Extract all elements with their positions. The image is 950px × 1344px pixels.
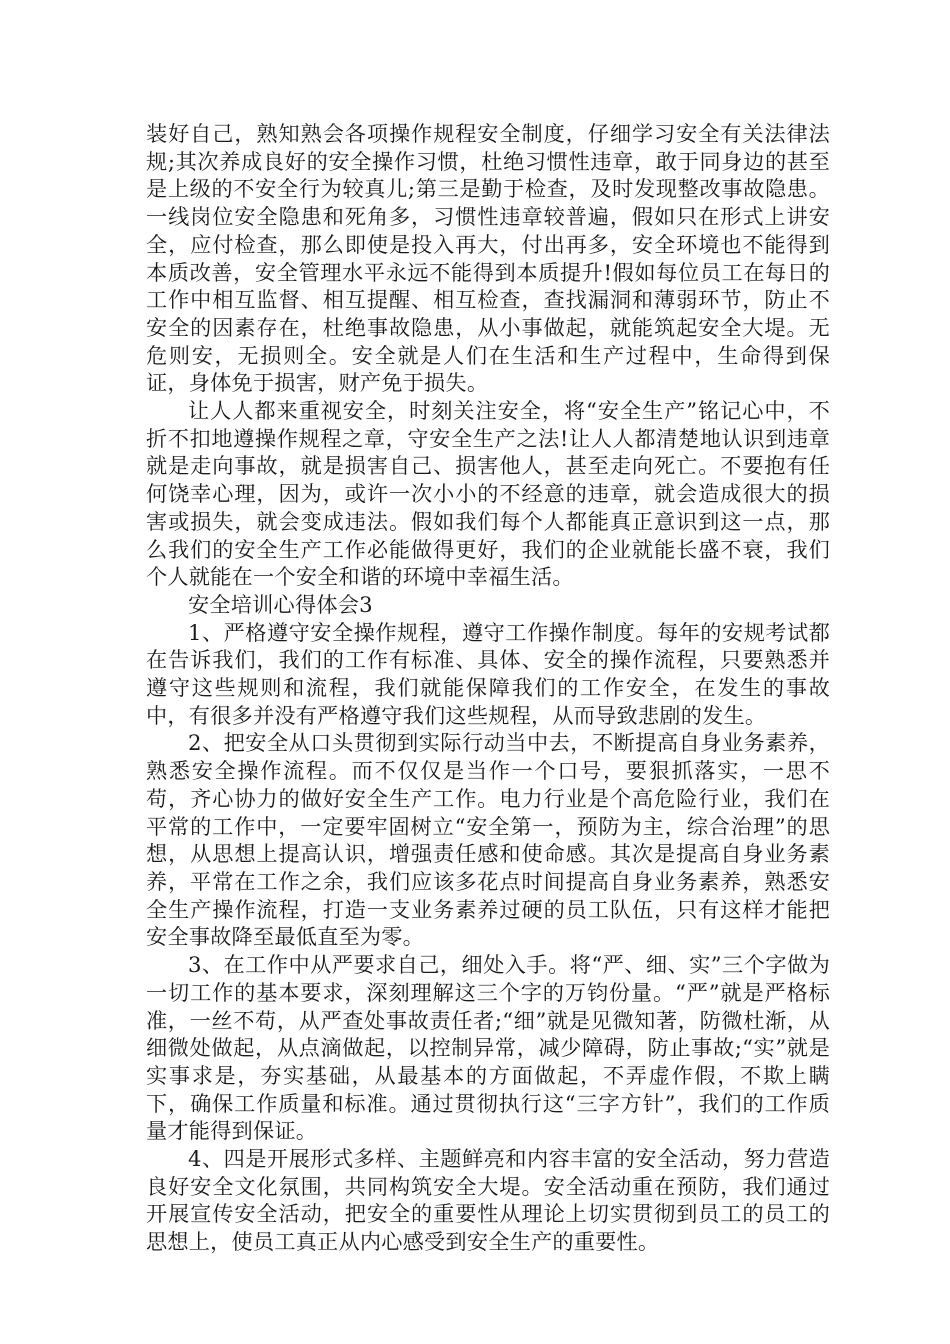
document-body <box>146 120 830 1256</box>
paragraph-point-4: 4、四是开展形式多样、主题鲜亮和内容丰富的安全活动，努力营造良好安全文化氛围，共同构筑安全大堤。安全活动重在预防，我们通过开展宣传安全活动，把安全的重要性从理论上切实贯彻到员工的员工的思想上，使员工真正从内心感受到安全生产的重要性。 <box>146 1146 830 1255</box>
paragraph-point-3: 3、在工作中从严要求自己，细处入手。将“严、细、实”三个字做为一切工作的基本要求，深刻理解这三个字的万钧份量。“严”就是严格标准，一丝不苟，从严查处事故责任者;“细”就是见微知著，防微杜渐，从细微处做起，从点滴做起，以控制异常，减少障碍，防止事故;“实”就是实事求是，夯实基础，从最基本的方面做起，不弄虚作假，不欺上瞒下，确保工作质量和标准。通过贯彻执行这“三字方针”，我们的工作质量才能得到保证。 <box>146 952 830 1144</box>
paragraph-point-1: 1、严格遵守安全操作规程，遵守工作操作制度。每年的安规考试都在告诉我们，我们的工作有标准、具体、安全的操作流程，只要熟悉并遵守这些规则和流程，我们就能保障我们的工作安全，在发生的事故中，有很多并没有严格遵守我们这些规程，从而导致悲剧的发生。 <box>146 619 830 728</box>
paragraph-safety-awareness: 让人人都来重视安全，时刻关注安全，将“安全生产”铭记心中，不折不扣地遵操作规程之章，守安全生产之法!让人人都清楚地认识到违章就是走向事故，就是损害自己、损害他人，甚至走向死亡。不要抱有任何饶幸心理，因为，或许一次小小的不经意的违章，就会造成很大的损害或损失，就会变成违法。假如我们每个人都能真正意识到这一点，那么我们的安全生产工作必能做得更好，我们的企业就能长盛不衰，我们个人就能在一个安全和谐的环境中幸福生活。 <box>146 398 830 590</box>
section-heading: 安全培训心得体会3 <box>188 591 373 617</box>
paragraph-continuation: 装好自己，熟知熟会各项操作规程安全制度，仔细学习安全有关法律法规;其次养成良好的安全操作习惯，杜绝习惯性违章，敢于同身边的甚至是上级的不安全行为较真儿;第三是勤于检查，及时发现整改事故隐患。一线岗位安全隐患和死角多，习惯性违章较普遍，假如只在形式上讲安全，应付检查，那么即使是投入再大，付出再多，安全环境也不能得到本质改善，安全管理水平永远不能得到本质提升!假如每位员工在每日的工作中相互监督、相互提醒、相互检查，查找漏洞和薄弱环节，防止不安全的因素存在，杜绝事故隐患，从小事做起，就能筑起安全大堤。无危则安，无损则全。安全就是人们在生活和生产过程中，生命得到保证，身体免于损害，财产免于损失。 <box>146 121 830 396</box>
paragraph-point-2: 2、把安全从口头贯彻到实际行动当中去，不断提高自身业务素养，熟悉安全操作流程。而不仅仅是当作一个口号，要狠抓落实，一思不苟，齐心协力的做好安全生产工作。电力行业是个高危险行业，我们在平常的工作中，一定要牢固树立“安全第一，预防为主，综合治理”的思想，从思想上提高认识，增强责任感和使命感。其次是提高自身业务素养，平常在工作之余，我们应该多花点时间提高自身业务素养，熟悉安全生产操作流程，打造一支业务素养过硬的员工队伍，只有这样才能把安全事故降至最低直至为零。 <box>146 730 830 950</box>
